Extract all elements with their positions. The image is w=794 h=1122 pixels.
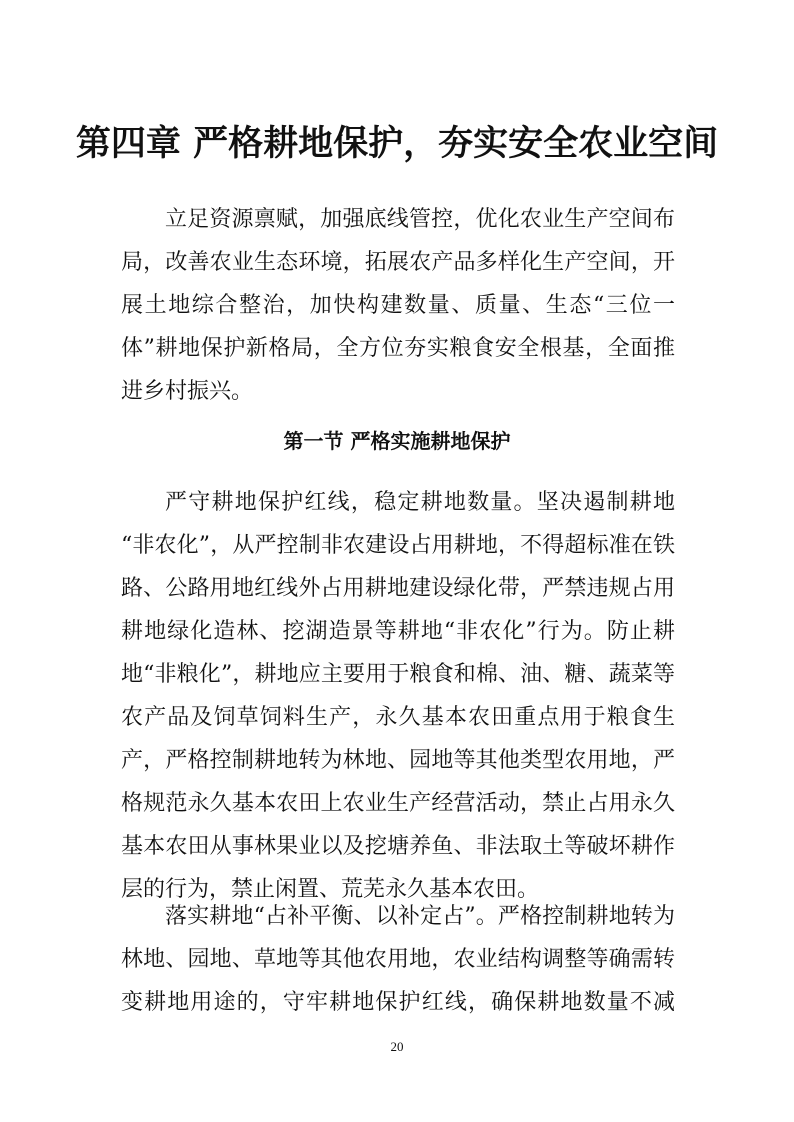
paragraph-line: 展土地综合整治，加快构建数量、质量、生态“三位一 — [121, 293, 675, 318]
body-paragraph-2 — [121, 895, 675, 1024]
body-paragraph-1 — [121, 481, 675, 911]
paragraph-line: 落实耕地“占补平衡、以补定占”。严格控制耕地转为 — [165, 904, 675, 929]
paragraph-line: 进乡村振兴。 — [121, 379, 254, 404]
paragraph-line: 耕地绿化造林、挖湖造景等耕地“非农化”行为。防止耕 — [121, 619, 675, 644]
paragraph-line: 产，严格控制耕地转为林地、园地等其他类型农用地，严 — [121, 748, 675, 773]
paragraph-line: 严守耕地保护红线，稳定耕地数量。坚决遏制耕地 — [165, 490, 675, 515]
paragraph-line: “非农化”，从严控制非农建设占用耕地，不得超标准在铁 — [121, 533, 675, 558]
paragraph-line: 局，改善农业生态环境，拓展农产品多样化生产空间，开 — [121, 250, 675, 275]
intro-paragraph — [121, 198, 675, 413]
paragraph-line: 农产品及饲草饲料生产，永久基本农田重点用于粮食生 — [121, 705, 675, 730]
paragraph-line: 路、公路用地红线外占用耕地建设绿化带，严禁违规占用 — [121, 576, 675, 601]
paragraph-line: 变耕地用途的，守牢耕地保护红线，确保耕地数量不减 — [121, 990, 675, 1015]
paragraph-line: 林地、园地、草地等其他农用地，农业结构调整等确需转 — [121, 947, 675, 972]
paragraph-line: 层的行为，禁止闲置、荒芜永久基本农田。 — [121, 877, 540, 902]
chapter-title: 第四章 严格耕地保护，夯实安全农业空间 — [75, 123, 719, 164]
paragraph-line: 格规范永久基本农田上农业生产经营活动，禁止占用永久 — [121, 791, 675, 816]
paragraph-line: 地“非粮化”，耕地应主要用于粮食和棉、油、糖、蔬菜等 — [121, 662, 675, 687]
paragraph-line: 立足资源禀赋，加强底线管控，优化农业生产空间布 — [165, 207, 675, 232]
page-number: 20 — [390, 1039, 404, 1054]
paragraph-line: 体”耕地保护新格局，全方位夯实粮食安全根基，全面推 — [121, 336, 675, 361]
paragraph-line: 基本农田从事林果业以及挖塘养鱼、非法取土等破坏耕作 — [121, 834, 675, 859]
section-title: 第一节 严格实施耕地保护 — [283, 429, 511, 453]
